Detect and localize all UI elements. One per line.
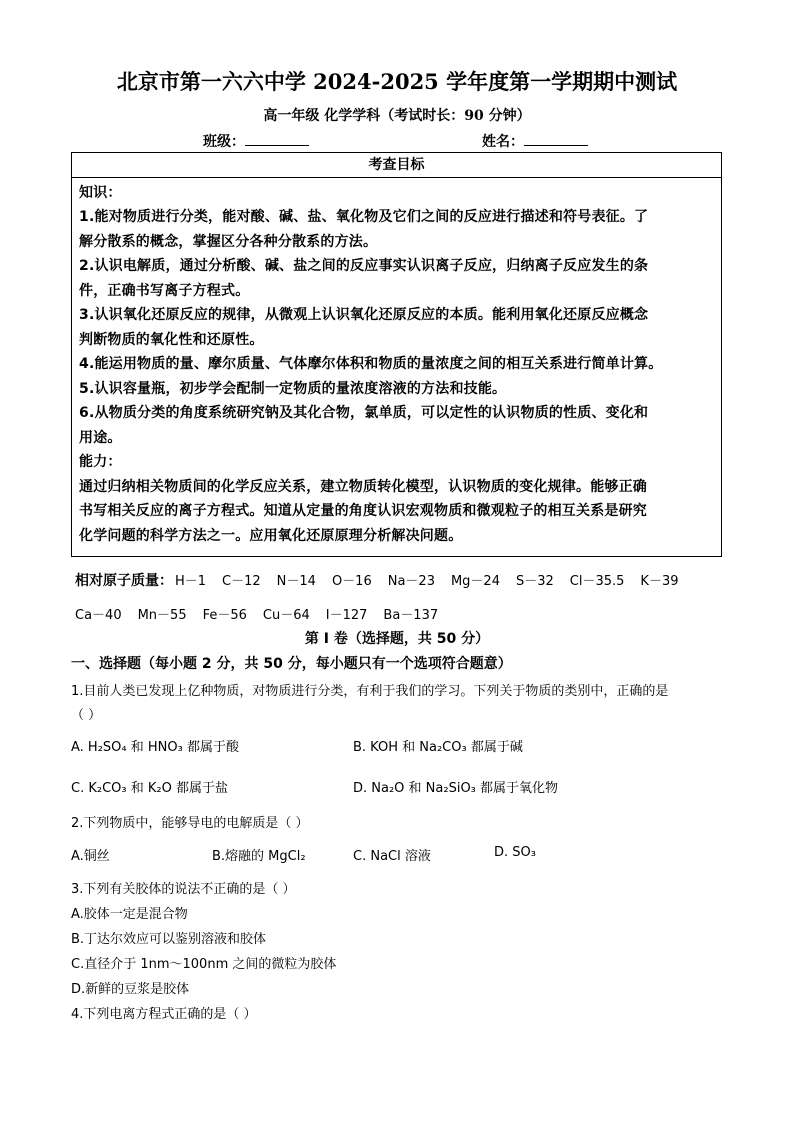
question-2-option-c: C. NaCl 溶液 bbox=[353, 849, 431, 864]
objective-line: 1.能对物质进行分类，能对酸、碱、盐、氧化物及它们之间的反应进行描述和符号表征。了 bbox=[79, 209, 649, 225]
objective-line: 判断物质的氧化性和还原性。 bbox=[79, 332, 264, 348]
question-3-option-b: B.丁达尔效应可以鉴别溶液和胶体 bbox=[71, 932, 267, 947]
atomic-mass-label: 相对原子质量： bbox=[75, 573, 173, 589]
objective-line: 知识： bbox=[79, 185, 122, 201]
question-3-option-a: A.胶体一定是混合物 bbox=[71, 907, 188, 922]
question-2-option-a: A.铜丝 bbox=[71, 849, 110, 864]
atomic-mass-item: Fe－56 bbox=[202, 608, 247, 623]
objective-line: 2.认识电解质，通过分析酸、碱、盐之间的反应事实认识离子反应，归纳离子反应发生的条 bbox=[79, 258, 649, 274]
objective-line: 用途。 bbox=[79, 430, 122, 446]
atomic-mass-item: S－32 bbox=[515, 574, 554, 589]
question-1-option-d: D. Na₂O 和 Na₂SiO₃ 都属于氧化物 bbox=[353, 781, 559, 796]
question-3-option-d: D.新鲜的豆浆是胶体 bbox=[71, 982, 190, 997]
name-label: 姓名： bbox=[482, 134, 524, 150]
objective-line: 能力： bbox=[79, 454, 122, 470]
objective-line: 3.认识氧化还原反应的规律，从微观上认识氧化还原反应的本质。能利用氧化还原反应概念 bbox=[79, 307, 649, 323]
atomic-mass-row-2 bbox=[75, 604, 454, 623]
class-label: 班级： bbox=[203, 134, 245, 150]
atomic-mass-item: K－39 bbox=[640, 574, 679, 589]
page-title: 北京市第一六六中学 2024-2025 学年度第一学期期中测试 bbox=[116, 69, 678, 94]
question-1-option-b: B. KOH 和 Na₂CO₃ 都属于碱 bbox=[353, 740, 523, 755]
atomic-mass-item: O－16 bbox=[331, 574, 372, 589]
question-3-option-c: C.直径介于 1nm～100nm 之间的微粒为胶体 bbox=[71, 957, 337, 972]
objective-line: 6.从物质分类的角度系统研究钠及其化合物，氯单质，可以定性的认识物质的性质、变化和 bbox=[79, 405, 649, 421]
atomic-mass-row-1 bbox=[75, 570, 679, 590]
atomic-mass-item: Ba－137 bbox=[383, 608, 439, 623]
section-heading: 一、选择题（每小题 2 分，共 50 分，每小题只有一个选项符合题意） bbox=[71, 656, 512, 672]
atomic-mass-item: Cl－35.5 bbox=[569, 574, 625, 589]
atomic-mass-item: I－127 bbox=[325, 608, 368, 623]
objectives-heading: 考查目标 bbox=[72, 153, 721, 178]
atomic-mass-item: Ca－40 bbox=[75, 608, 122, 623]
objective-line: 化学问题的科学方法之一。应用氧化还原原理分析解决问题。 bbox=[79, 528, 463, 544]
atomic-mass-item: C－12 bbox=[222, 574, 261, 589]
question-4-stem: 4.下列电离方程式正确的是（ ） bbox=[71, 1007, 257, 1022]
question-1-option-a: A. H₂SO₄ 和 HNO₃ 都属于酸 bbox=[71, 740, 239, 755]
question-2-option-d: D. SO₃ bbox=[494, 845, 536, 860]
atomic-mass-item: Na－23 bbox=[387, 574, 435, 589]
question-1-paren: （ ） bbox=[71, 708, 102, 723]
question-2-stem: 2.下列物质中，能够导电的电解质是（ ） bbox=[71, 816, 309, 831]
question-3-stem: 3.下列有关胶体的说法不正确的是（ ） bbox=[71, 882, 296, 897]
objectives-box bbox=[71, 152, 722, 557]
objective-line: 5.认识容量瓶，初步学会配制一定物质的量浓度溶液的方法和技能。 bbox=[79, 381, 507, 397]
objective-line: 通过归纳相关物质间的化学反应关系，建立物质转化模型，认识物质的变化规律。能够正确 bbox=[79, 479, 647, 495]
exam-subtitle: 高一年级 化学学科（考试时长：90 分钟） bbox=[263, 108, 531, 124]
atomic-mass-item: Cu－64 bbox=[262, 608, 310, 623]
objective-line: 件，正确书写离子方程式。 bbox=[79, 283, 250, 299]
class-field bbox=[203, 131, 309, 151]
question-1-option-c: C. K₂CO₃ 和 K₂O 都属于盐 bbox=[71, 781, 228, 796]
objective-line: 4.能运用物质的量、摩尔质量、气体摩尔体积和物质的量浓度之间的相互关系进行简单计算。 bbox=[79, 356, 663, 372]
question-1-stem: 1.目前人类已发现上亿种物质，对物质进行分类，有利于我们的学习。下列关于物质的类别中，正确的是 bbox=[71, 684, 669, 699]
objective-line: 解分散系的概念，掌握区分各种分散系的方法。 bbox=[79, 234, 378, 250]
name-blank bbox=[524, 131, 588, 146]
name-field bbox=[482, 131, 588, 151]
class-blank bbox=[245, 131, 309, 146]
objective-line: 书写相关反应的离子方程式。知道从定量的角度认识宏观物质和微观粒子的相互关系是研究 bbox=[79, 503, 647, 519]
question-2-option-b: B.熔融的 MgCl₂ bbox=[212, 849, 306, 864]
atomic-mass-item: N－14 bbox=[276, 574, 316, 589]
part1-title: 第 I 卷（选择题，共 50 分） bbox=[304, 631, 490, 647]
atomic-mass-item: H－1 bbox=[175, 574, 207, 589]
atomic-mass-item: Mn－55 bbox=[137, 608, 187, 623]
atomic-mass-item: Mg－24 bbox=[450, 574, 500, 589]
